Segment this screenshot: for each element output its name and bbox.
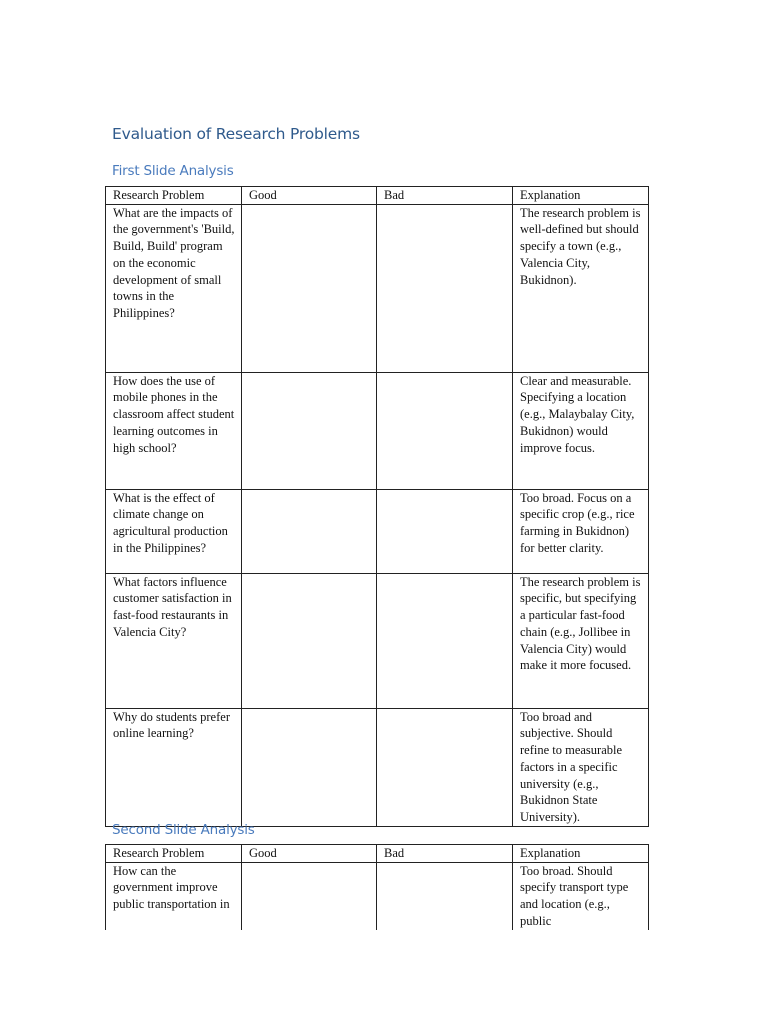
research-problem-cell: What is the effect of climate change on agricultural production in the Philippines? [106,489,242,573]
section-heading-second-slide: Second Slide Analysis [112,822,255,838]
column-header-good: Good [242,845,377,863]
research-problem-cell: How can the government improve public transportation in [106,862,242,930]
column-header-explanation: Explanation [513,845,649,863]
explanation-cell: The research problem is well-defined but should specify a town (e.g., Valencia City, Bukidnon). [513,204,649,372]
research-problem-cell: How does the use of mobile phones in the classroom affect student learning outcomes in high school? [106,372,242,489]
explanation-cell: The research problem is specific, but specifying a particular fast-food chain (e.g., Jollibee in Valencia City) would make it more focused. [513,573,649,708]
section-heading-first-slide: First Slide Analysis [112,163,234,179]
column-header-bad: Bad [377,187,513,205]
column-header-explanation: Explanation [513,187,649,205]
explanation-cell: Too broad. Focus on a specific crop (e.g., rice farming in Bukidnon) for better clarity. [513,489,649,573]
bad-cell [377,862,513,930]
explanation-cell: Too broad and subjective. Should refine to measurable factors in a specific university (e.g., Bukidnon State University). [513,708,649,826]
research-problem-cell: What factors influence customer satisfaction in fast-food restaurants in Valencia City? [106,573,242,708]
explanation-cell: Too broad. Should specify transport type and location (e.g., public [513,862,649,930]
good-cell [242,862,377,930]
document-title: Evaluation of Research Problems [112,125,360,143]
column-header-good: Good [242,187,377,205]
table-row [106,862,649,930]
second-slide-analysis-table [105,844,649,930]
column-header-research-problem: Research Problem [106,187,242,205]
explanation-cell: Clear and measurable. Specifying a location (e.g., Malaybalay City, Bukidnon) would improve focus. [513,372,649,489]
column-header-research-problem: Research Problem [106,845,242,863]
research-problem-cell: Why do students prefer online learning? [106,708,242,826]
table-header-row [106,845,649,863]
column-header-bad: Bad [377,845,513,863]
research-problem-cell: What are the impacts of the government's 'Build, Build, Build' program on the economic development of small towns in the Philippines? [106,204,242,372]
